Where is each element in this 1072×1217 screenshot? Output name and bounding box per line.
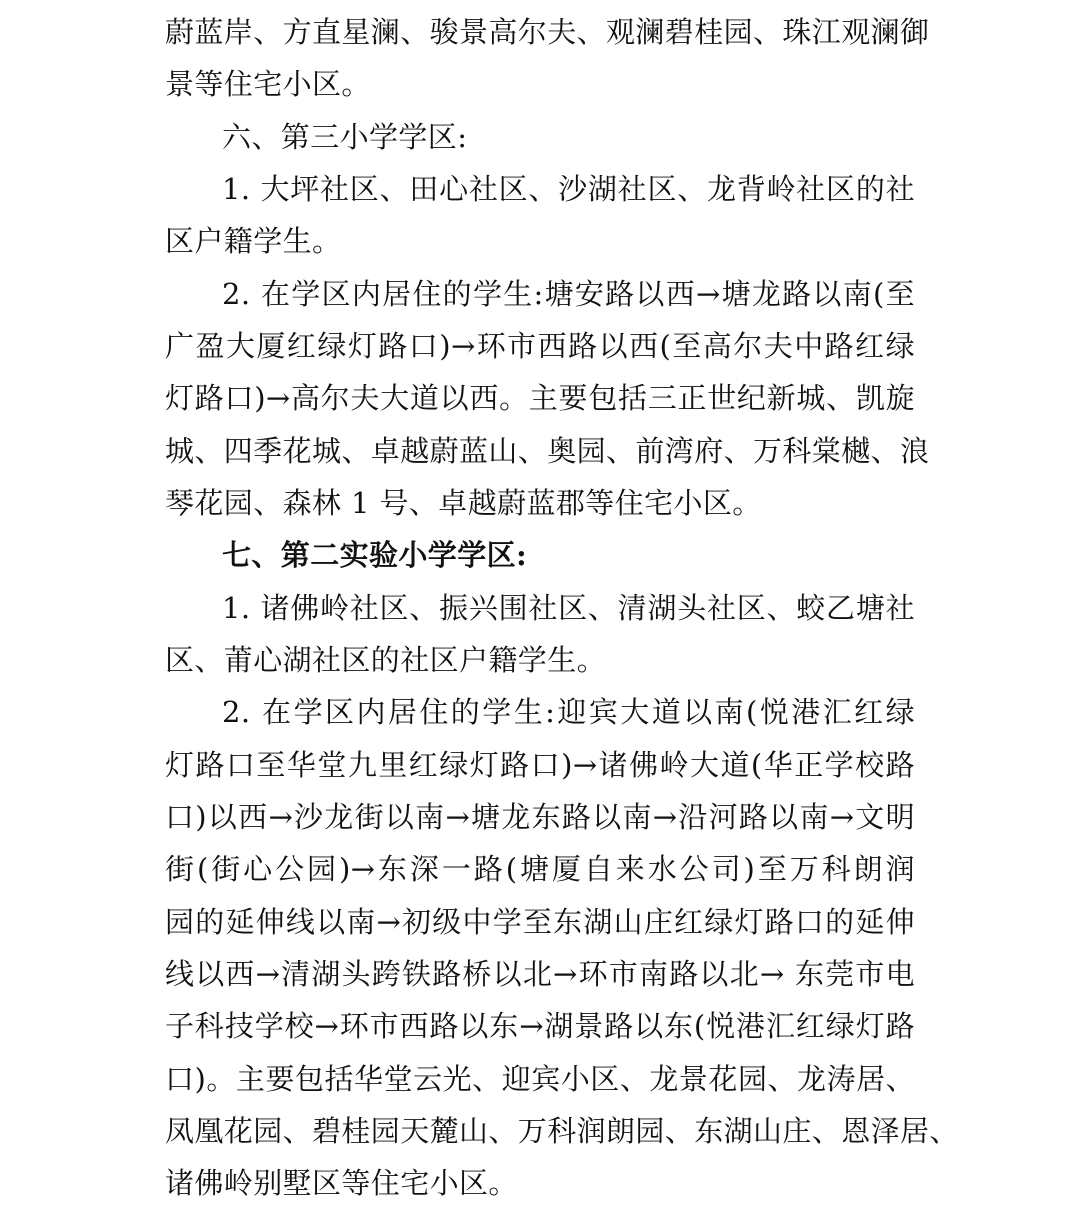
paragraph-line: 区户籍学生。 (165, 224, 342, 258)
paragraph-line: 琴花园、森林 1 号、卓越蔚蓝郡等住宅小区。 (165, 486, 762, 520)
paragraph-line: 广盈大厦红绿灯路口)→环市西路以西(至高尔夫中路红绿 (165, 329, 915, 363)
section-heading-second-experimental: 七、第二实验小学学区: (222, 538, 528, 572)
paragraph-line: 线以西→清湖头跨铁路桥以北→环市南路以北→ 东莞市电 (165, 957, 915, 991)
paragraph-line: 2. 在学区内居住的学生:塘安路以西→塘龙路以南(至 (222, 277, 915, 311)
paragraph-line: 1. 大坪社区、田心社区、沙湖社区、龙背岭社区的社 (222, 172, 915, 206)
paragraph-line: 凤凰花园、碧桂园天麓山、万科润朗园、东湖山庄、恩泽居、 (165, 1114, 959, 1148)
paragraph-line: 蔚蓝岸、方直星澜、骏景高尔夫、观澜碧桂园、珠江观澜御 (165, 15, 930, 49)
paragraph-line: 灯路口至华堂九里红绿灯路口)→诸佛岭大道(华正学校路 (165, 748, 915, 782)
paragraph-line: 街(街心公园)→东深一路(塘厦自来水公司)至万科朗润 (165, 852, 915, 886)
paragraph-line: 口)。主要包括华堂云光、迎宾小区、龙景花园、龙涛居、 (165, 1062, 915, 1096)
section-heading-third-primary: 六、第三小学学区: (222, 120, 468, 154)
paragraph-line: 口)以西→沙龙街以南→塘龙东路以南→沿河路以南→文明 (165, 800, 915, 834)
paragraph-line: 城、四季花城、卓越蔚蓝山、奥园、前湾府、万科棠樾、浪 (165, 434, 930, 468)
paragraph-line: 灯路口)→高尔夫大道以西。主要包括三正世纪新城、凯旋 (165, 381, 915, 415)
paragraph-line: 诸佛岭别墅区等住宅小区。 (165, 1166, 518, 1200)
paragraph-line: 园的延伸线以南→初级中学至东湖山庄红绿灯路口的延伸 (165, 905, 915, 939)
paragraph-line: 景等住宅小区。 (165, 67, 371, 101)
paragraph-line: 区、莆心湖社区的社区户籍学生。 (165, 643, 607, 677)
paragraph-line: 子科技学校→环市西路以东→湖景路以东(悦港汇红绿灯路 (165, 1009, 915, 1043)
paragraph-line: 1. 诸佛岭社区、振兴围社区、清湖头社区、蛟乙塘社 (222, 591, 915, 625)
paragraph-line: 2. 在学区内居住的学生:迎宾大道以南(悦港汇红绿 (222, 695, 915, 729)
